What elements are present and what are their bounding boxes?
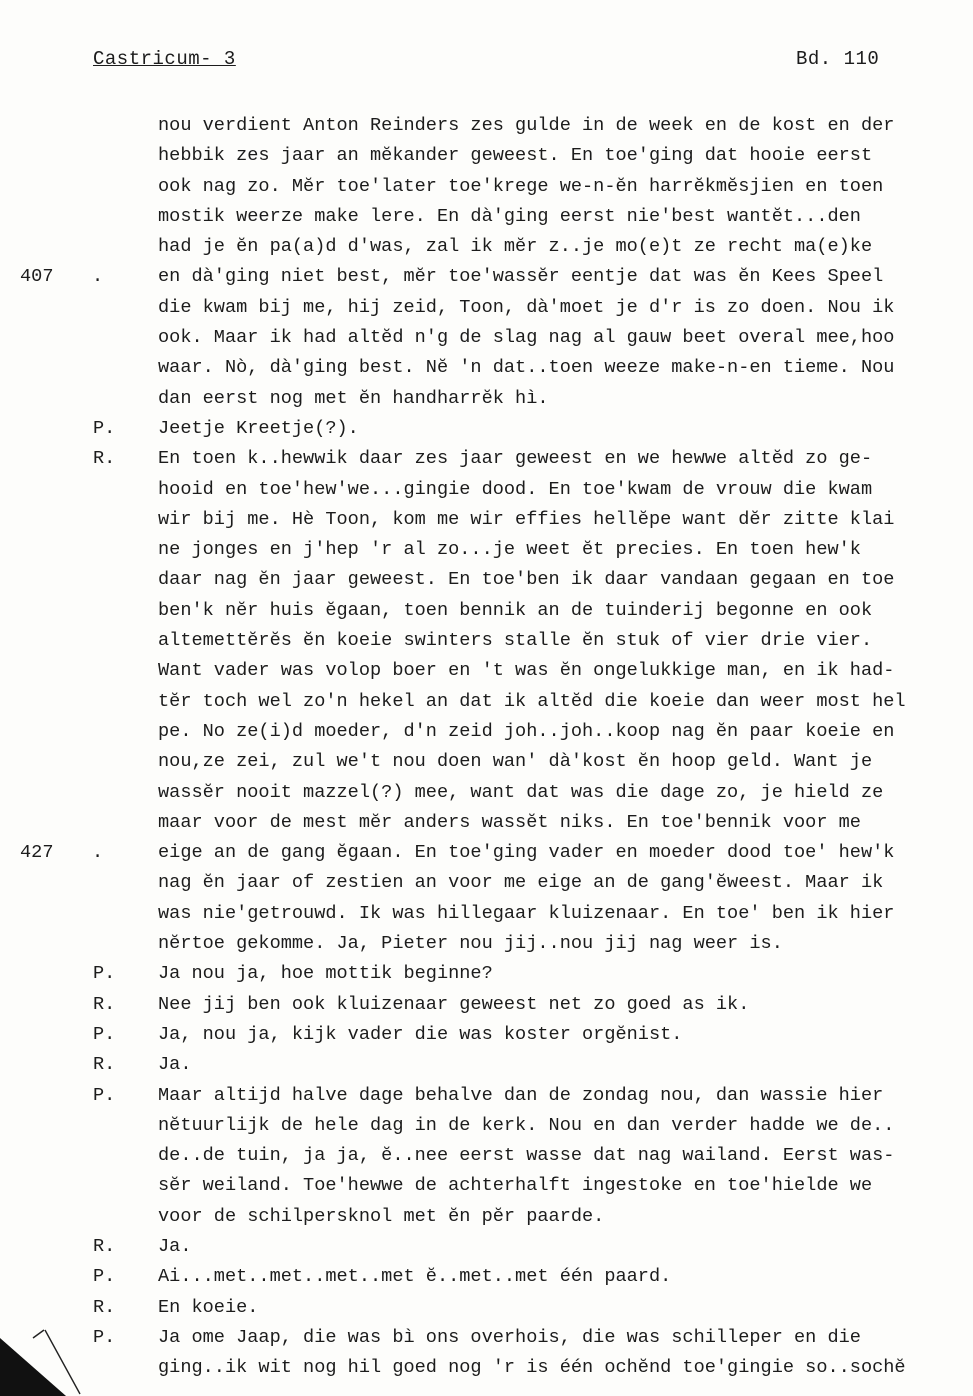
- speaker-label: R.: [93, 1296, 116, 1318]
- transcript-line: [0, 565, 973, 595]
- line-text: tĕr toch wel zo'n hekel an dat ik altĕd die koeie dan weer most hel: [158, 690, 906, 712]
- line-text: ne jonges en j'hep 'r al zo...je weet ĕt precies. En toen hew'k: [158, 539, 861, 561]
- transcript-line: [0, 1353, 973, 1383]
- margin-dot: .: [92, 842, 104, 864]
- transcript-line: [0, 778, 973, 808]
- speaker-label: R.: [93, 1054, 116, 1076]
- line-text: wassĕr nooit mazzel(?) mee, want dat was die dage zo, je hield ze: [158, 781, 884, 803]
- line-text: Maar altijd halve dage behalve dan de zondag nou, dan wassie hier: [158, 1084, 884, 1106]
- transcript-line: [0, 1262, 973, 1292]
- page-header-number: Bd. 110: [796, 48, 880, 70]
- line-text: ben'k nĕr huis ĕgaan, toen bennik an de tuinderij begonne en ook: [158, 599, 873, 621]
- transcript-line: [0, 687, 973, 717]
- line-text: Nee jij ben ook kluizenaar geweest net zo goed as ik.: [158, 993, 750, 1015]
- transcript-line: [0, 717, 973, 747]
- line-text: En toen k..hewwik daar zes jaar geweest en we hewwe altĕd zo ge-: [158, 448, 873, 470]
- line-text: ook. Maar ik had altĕd n'g de slag nag al gauw beet overal mee,hoo: [158, 327, 895, 349]
- transcript-line: [0, 1081, 973, 1111]
- line-text: Ja.: [158, 1235, 192, 1257]
- line-text: En koeie.: [158, 1296, 259, 1318]
- line-text: nou verdient Anton Reinders zes gulde in de week en de kost en der: [158, 115, 895, 136]
- transcript-line: [0, 475, 973, 505]
- line-text: daar nag ĕn jaar geweest. En toe'ben ik daar vandaan gegaan en toe: [158, 569, 895, 591]
- line-text: die kwam bij me, hij zeid, Toon, dà'moet je d'r is zo doen. Nou ik: [158, 296, 895, 318]
- speaker-label: P.: [93, 1084, 116, 1106]
- line-text: Ja ome Jaap, die was bì ons overhois, die was schilleper en die: [158, 1326, 861, 1348]
- transcript-line: [0, 1232, 973, 1262]
- line-text: pe. No ze(i)d moeder, d'n zeid joh..joh..koop nag ĕn paar koeie en: [158, 720, 895, 742]
- speaker-label: R.: [93, 448, 116, 470]
- line-text: Ai...met..met..met..met ĕ..met..met één paard.: [158, 1266, 672, 1288]
- line-text: en dà'ging niet best, mĕr toe'wassĕr eentje dat was ĕn Kees Speel: [158, 266, 884, 288]
- counter-mark: 427: [20, 842, 54, 864]
- page-header-location: Castricum- 3: [93, 48, 236, 70]
- line-text: dan eerst nog met ĕn handharrĕk hì.: [158, 387, 549, 409]
- corner-triangle-mark: [0, 1316, 90, 1396]
- transcript-line: [0, 1293, 973, 1323]
- transcript-line: [0, 232, 973, 262]
- transcript-line: [0, 959, 973, 989]
- transcript-line: [0, 111, 973, 141]
- line-text: Ja, nou ja, kijk vader die was koster orgĕnist.: [158, 1023, 683, 1045]
- line-text: wir bij me. Hè Toon, kom me wir effies hellĕpe want dĕr zitte klai: [158, 508, 895, 530]
- transcript-line: [0, 293, 973, 323]
- transcript-line: [0, 747, 973, 777]
- line-text: maar voor de mest mĕr anders wassĕt niks. En toe'bennik voor me: [158, 811, 861, 833]
- transcript-line: [0, 384, 973, 414]
- transcript-line: [0, 1050, 973, 1080]
- transcript-line: [0, 838, 973, 868]
- transcript-line: [0, 626, 973, 656]
- line-text: eige an de gang ĕgaan. En toe'ging vader en moeder dood toe' hew'k: [158, 842, 895, 864]
- line-text: hooid en toe'hew'we...gingie dood. En toe'kwam de vrouw die kwam: [158, 478, 873, 500]
- transcript-line: [0, 172, 973, 202]
- line-text: Ja.: [158, 1054, 192, 1076]
- transcript-line: [0, 808, 973, 838]
- line-text: nĕrtoe gekomme. Ja, Pieter nou jij..nou jij nag weer is.: [158, 933, 783, 955]
- transcript-line: [0, 535, 973, 565]
- transcript-line: [0, 141, 973, 171]
- transcript-line: [0, 899, 973, 929]
- transcript-line: [0, 929, 973, 959]
- line-text: nĕtuurlijk de hele dag in de kerk. Nou en dan verder hadde we de..: [158, 1114, 895, 1136]
- speaker-label: P.: [93, 1326, 116, 1348]
- margin-dot: .: [92, 266, 104, 288]
- line-text: altemettĕrĕs ĕn koeie swinters stalle ĕn stuk of vier drie vier.: [158, 630, 873, 652]
- line-text: Jeetje Kreetje(?).: [158, 417, 359, 439]
- line-text: hebbik zes jaar an mĕkander geweest. En toe'ging dat hooie eerst: [158, 145, 873, 167]
- transcript-line: [0, 353, 973, 383]
- speaker-label: P.: [93, 1266, 116, 1288]
- transcript-line: [0, 1020, 973, 1050]
- speaker-label: P.: [93, 963, 116, 985]
- transcript-line: [0, 444, 973, 474]
- speaker-label: P.: [93, 417, 116, 439]
- speaker-label: P.: [93, 1023, 116, 1045]
- line-text: Ja nou ja, hoe mottik beginne?: [158, 963, 493, 985]
- line-text: voor de schilpersknol met ĕn pĕr paarde.: [158, 1205, 605, 1227]
- transcript-line: [0, 868, 973, 898]
- transcript-line: [0, 1323, 973, 1353]
- line-text: was nie'getrouwd. Ik was hillegaar kluizenaar. En toe' ben ik hier: [158, 902, 895, 924]
- counter-mark: 407: [20, 266, 54, 288]
- transcript-line: [0, 505, 973, 535]
- line-text: Want vader was volop boer en 't was ĕn ongelukkige man, en ik had-: [158, 660, 895, 682]
- line-text: ging..ik wit nog hil goed nog 'r is één ochĕnd toe'gingie so..sochĕ: [158, 1357, 906, 1379]
- transcript-line: [0, 414, 973, 444]
- transcript-line: [0, 656, 973, 686]
- transcript-line: [0, 1141, 973, 1171]
- transcript-body: [0, 111, 973, 1383]
- speaker-label: R.: [93, 993, 116, 1015]
- line-text: de..de tuin, ja ja, ĕ..nee eerst wasse dat nag wailand. Eerst was-: [158, 1145, 895, 1167]
- transcript-line: [0, 1111, 973, 1141]
- line-text: nou,ze zei, zul we't nou doen wan' dà'kost ĕn hoop geld. Want je: [158, 751, 873, 773]
- line-text: nag ĕn jaar of zestien an voor me eige an de gang'ĕweest. Maar ik: [158, 872, 884, 894]
- line-text: sĕr weiland. Toe'hewwe de achterhalft ingestoke en toe'hielde we: [158, 1175, 873, 1197]
- transcript-line: [0, 596, 973, 626]
- line-text: mostik weerze make lere. En dà'ging eerst nie'best wantĕt...den: [158, 205, 861, 227]
- line-text: waar. Nò, dà'ging best. Nĕ 'n dat..toen weeze make-n-en tieme. Nou: [158, 357, 895, 379]
- transcript-line: [0, 262, 973, 292]
- line-text: ook nag zo. Mĕr toe'later toe'krege we-n-ĕn harrĕkmĕsjien en toen: [158, 175, 884, 197]
- transcript-line: [0, 1171, 973, 1201]
- transcript-line: [0, 990, 973, 1020]
- line-text: had je ĕn pa(a)d d'was, zal ik mĕr z..je mo(e)t ze recht ma(e)ke: [158, 236, 873, 258]
- transcript-line: [0, 202, 973, 232]
- transcript-line: [0, 1202, 973, 1232]
- transcript-line: [0, 323, 973, 353]
- speaker-label: R.: [93, 1235, 116, 1257]
